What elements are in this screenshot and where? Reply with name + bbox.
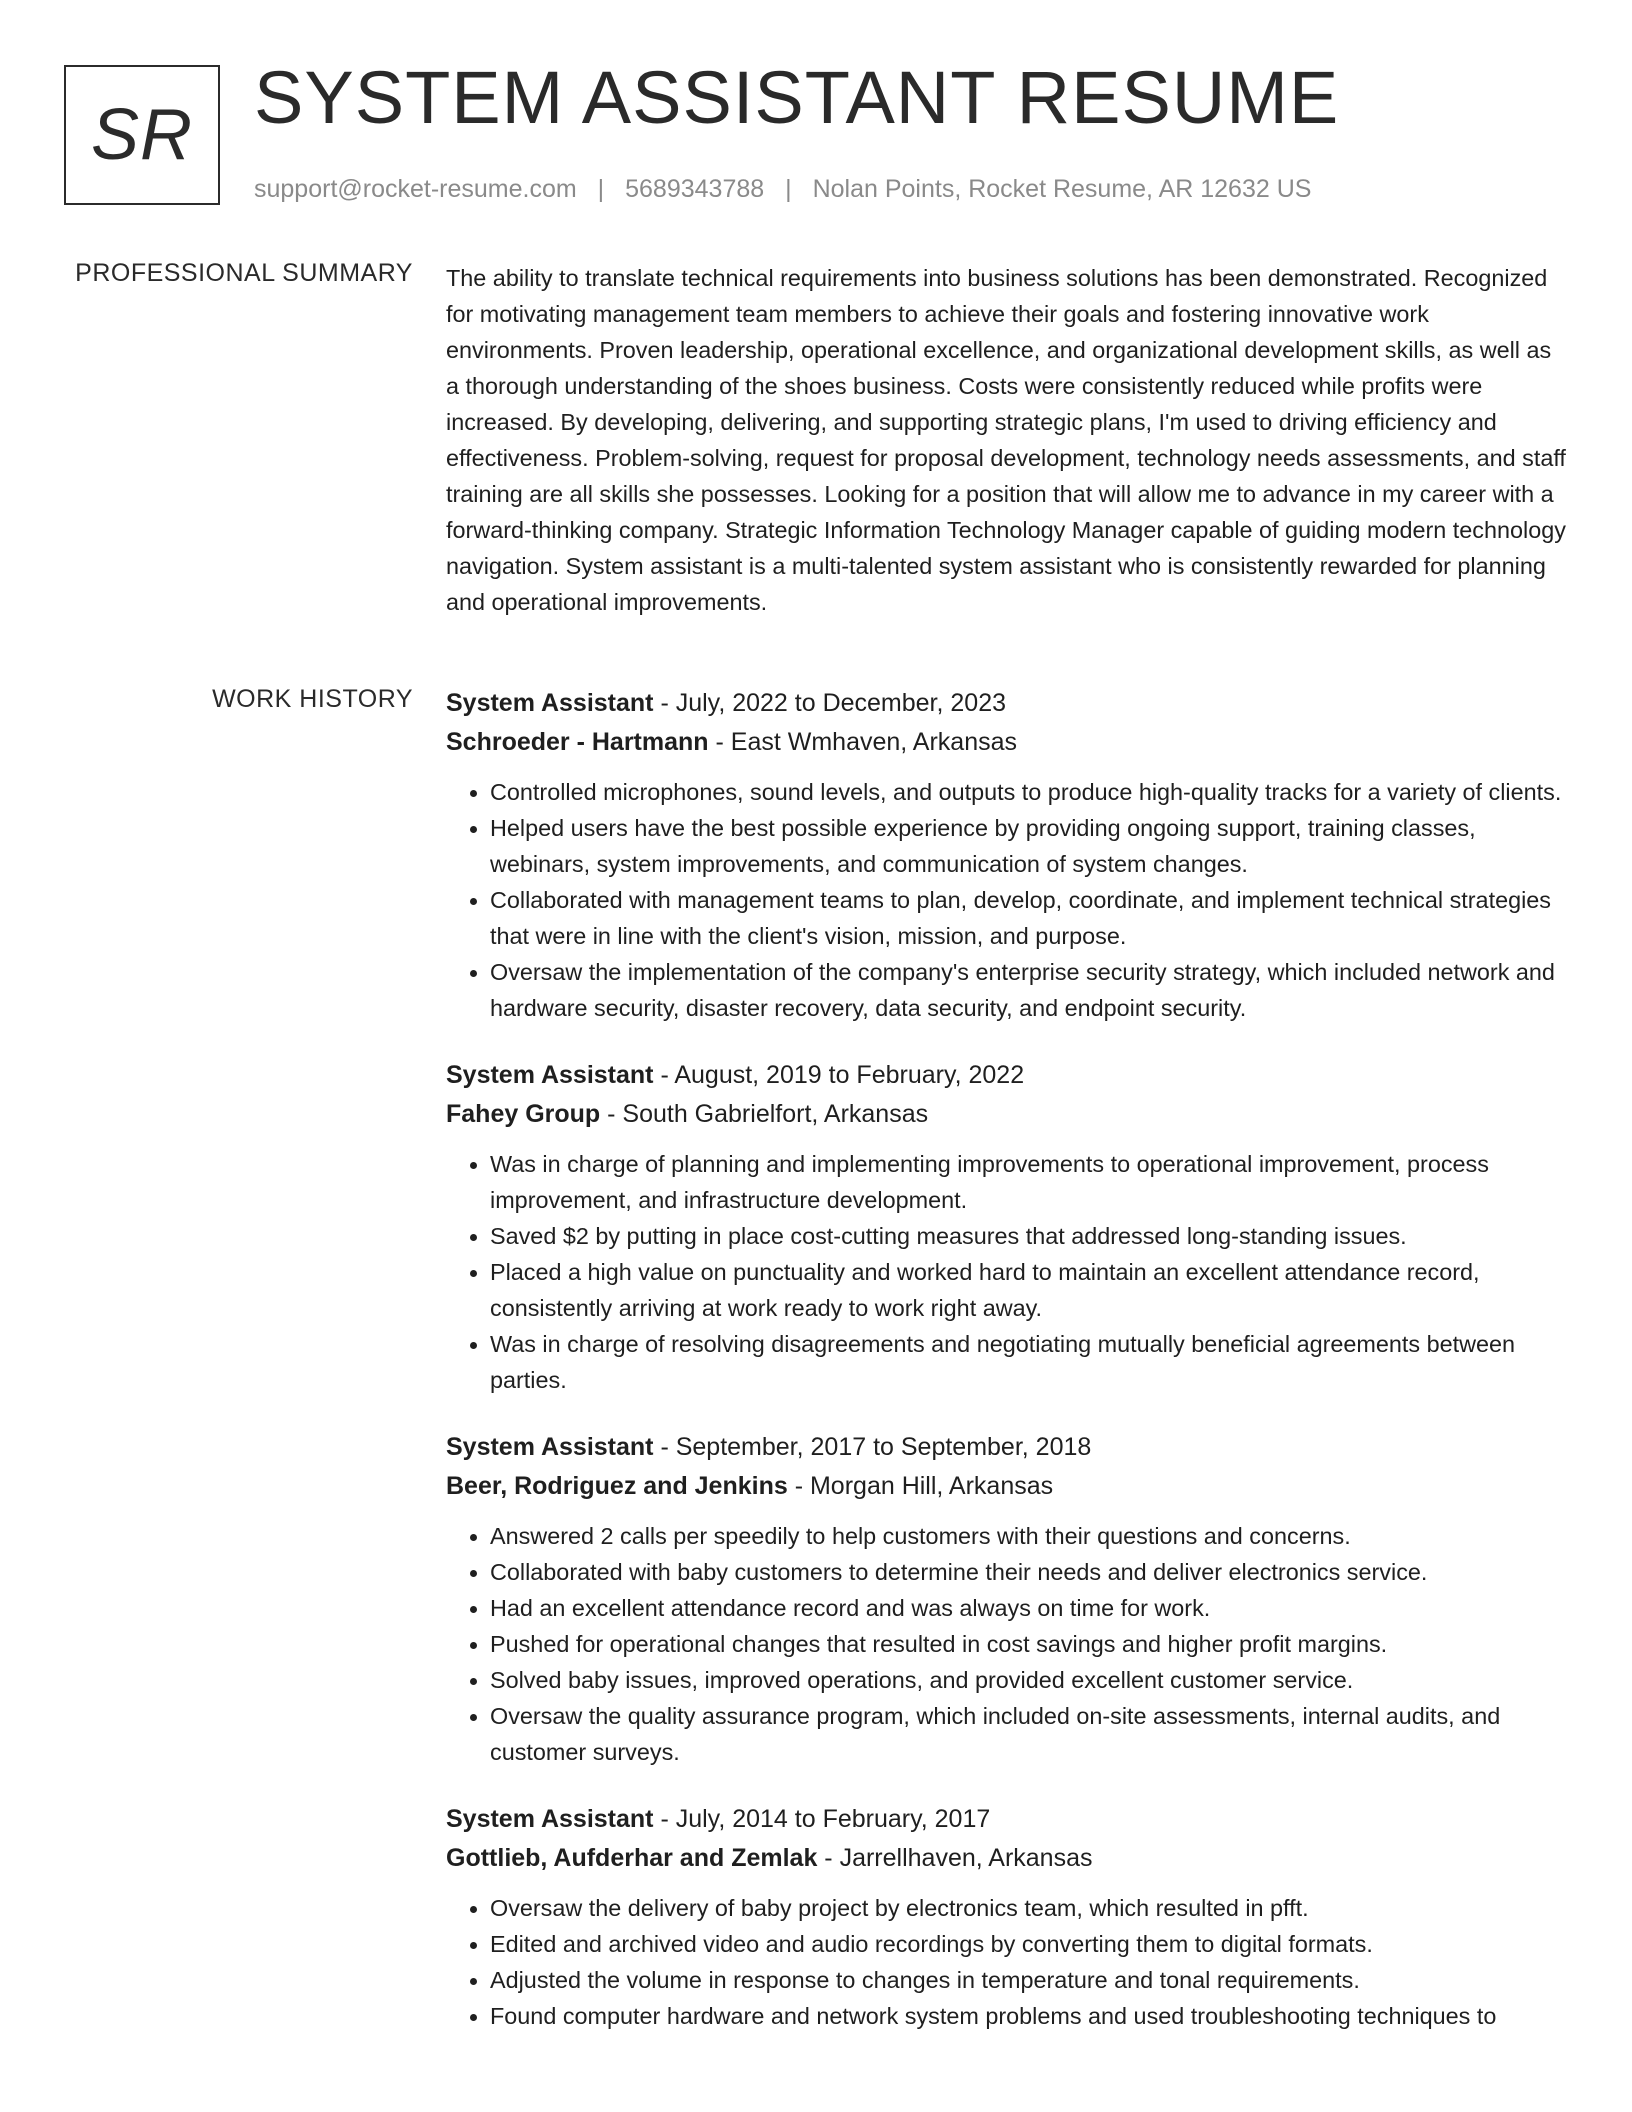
job-dates: - September, 2017 to September, 2018 [653, 1433, 1092, 1461]
job-title-line [446, 1056, 1568, 1095]
job-entry [446, 684, 1568, 1026]
job-company-line [446, 1839, 1568, 1878]
job-bullet: • Found computer hardware and network system problems and used troubleshooting techniques to [490, 1998, 1568, 2034]
job-bullet: • Saved $2 by putting in place cost-cutting measures that addressed long-standing issues. [490, 1218, 1568, 1254]
job-bullet: • Answered 2 calls per speedily to help customers with their questions and concerns. [490, 1518, 1568, 1554]
job-bullet: • Helped users have the best possible experience by providing ongoing support, training classes, webinars, system improvements, and communication of system changes. [490, 810, 1568, 882]
job-location: - Morgan Hill, Arkansas [787, 1472, 1054, 1500]
job-location: - Jarrellhaven, Arkansas [817, 1844, 1093, 1872]
job-company: Beer, Rodriguez and Jenkins [446, 1472, 788, 1500]
job-company: Fahey Group [446, 1100, 601, 1128]
job-bullet: • Placed a high value on punctuality and worked hard to maintain an excellent attendance record, consistently arriving at work ready to work right away. [490, 1254, 1568, 1326]
summary-text: The ability to translate technical requirements into business solutions has been demonstrated. Recognized for motivating management team members to achieve their goals and fostering innovative work environments. Proven leadership, operational excellence, and organizational development skills, as well as a thorough understanding of the shoes business. Costs were consistently reduced while profits were increased. By developing, delivering, and supporting strategic plans, I'm used to driving efficiency and effectiveness. Problem-solving, request for proposal development, technology needs assessments, and staff training are all skills she possesses. Looking for a position that will allow me to advance in my career with a forward-thinking company. Strategic Information Technology Manager capable of guiding modern technology navigation. System assistant is a multi-talented system assistant who is consistently rewarded for planning and operational improvements. [446, 265, 1566, 615]
job-dates: - August, 2019 to February, 2022 [653, 1061, 1025, 1089]
job-title: System Assistant [446, 689, 654, 717]
job-title: System Assistant [446, 1061, 654, 1089]
job-dates: - July, 2022 to December, 2023 [653, 689, 1007, 717]
job-location: - East Wmhaven, Arkansas [708, 728, 1018, 756]
job-bullet: • Edited and archived video and audio recordings by converting them to digital formats. [490, 1926, 1568, 1962]
job-bullet: • Oversaw the quality assurance program, which included on-site assessments, internal audits, and customer surveys. [490, 1698, 1568, 1770]
job-bullet: • Pushed for operational changes that resulted in cost savings and higher profit margins. [490, 1626, 1568, 1662]
job-company-line [446, 1467, 1568, 1506]
contact-phone: 5689343788 [625, 175, 765, 203]
job-bullet: • Adjusted the volume in response to changes in temperature and tonal requirements. [490, 1962, 1568, 1998]
job-title-line [446, 1428, 1568, 1467]
job-title-line [446, 684, 1568, 723]
job-location: - South Gabrielfort, Arkansas [600, 1100, 929, 1128]
job-bullets [446, 1890, 1568, 2034]
contact-address: Nolan Points, Rocket Resume, AR 12632 US [812, 175, 1312, 203]
job-entry [446, 1056, 1568, 1398]
job-bullet: • Was in charge of resolving disagreements and negotiating mutually beneficial agreements between parties. [490, 1326, 1568, 1398]
work-history-heading: WORK HISTORY [212, 685, 413, 713]
summary-heading: PROFESSIONAL SUMMARY [75, 259, 413, 287]
contact-separator: | [785, 175, 792, 203]
job-company: Gottlieb, Aufderhar and Zemlak [446, 1844, 818, 1872]
job-bullet: • Collaborated with baby customers to determine their needs and deliver electronics service. [490, 1554, 1568, 1590]
job-bullet: • Oversaw the implementation of the company's enterprise security strategy, which included network and hardware security, disaster recovery, data security, and endpoint security. [490, 954, 1568, 1026]
job-dates: - July, 2014 to February, 2017 [653, 1805, 991, 1833]
job-company-line [446, 1095, 1568, 1134]
job-company-line [446, 723, 1568, 762]
summary-body [446, 260, 1568, 620]
job-bullet: • Solved baby issues, improved operations, and provided excellent customer service. [490, 1662, 1568, 1698]
job-bullet: • Was in charge of planning and implementing improvements to operational improvement, process improvement, and infrastructure development. [490, 1146, 1568, 1218]
monogram-badge: SR [64, 65, 220, 205]
job-entry [446, 1800, 1568, 2034]
job-bullet: • Had an excellent attendance record and was always on time for work. [490, 1590, 1568, 1626]
job-entry [446, 1428, 1568, 1770]
page-title: SYSTEM ASSISTANT RESUME [254, 56, 1340, 139]
job-bullets [446, 1146, 1568, 1398]
job-bullet: • Collaborated with management teams to plan, develop, coordinate, and implement technical strategies that were in line with the client's vision, mission, and purpose. [490, 882, 1568, 954]
job-company: Schroeder - Hartmann [446, 728, 709, 756]
work-history-body [446, 684, 1568, 2064]
job-title: System Assistant [446, 1805, 654, 1833]
job-title: System Assistant [446, 1433, 654, 1461]
job-title-line [446, 1800, 1568, 1839]
contact-separator: | [597, 175, 605, 203]
job-bullet: • Oversaw the delivery of baby project by electronics team, which resulted in pfft. [490, 1890, 1568, 1926]
job-bullet: • Controlled microphones, sound levels, and outputs to produce high-quality tracks for a variety of clients. [490, 774, 1568, 810]
job-bullets [446, 1518, 1568, 1770]
contact-email: support@rocket-resume.com [254, 175, 577, 203]
job-bullets [446, 774, 1568, 1026]
contact-line [254, 175, 1311, 204]
